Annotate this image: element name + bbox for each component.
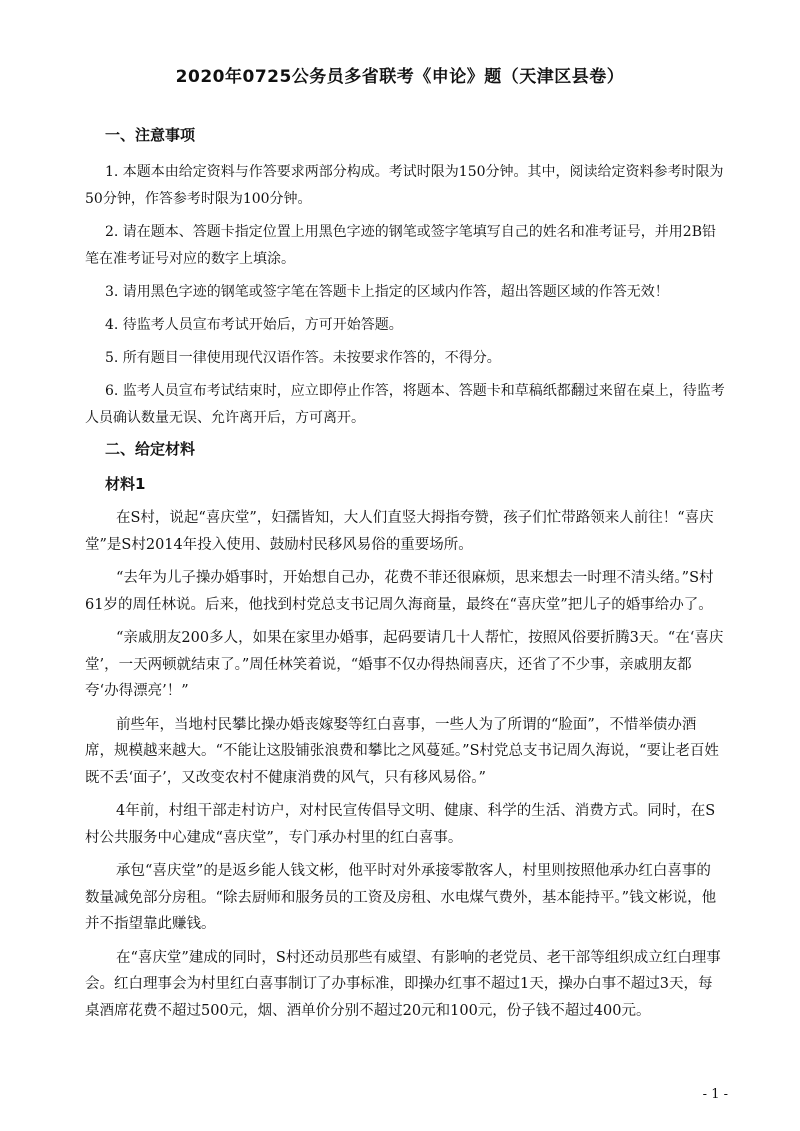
section-heading-notice: 一、注意事项 (105, 126, 196, 144)
material-label: 材料1 (105, 475, 146, 493)
notice-item: 4. 待监考人员宣布考试开始后，方可开始答题。 (105, 317, 403, 333)
material-paragraph: 在S村，说起“喜庆堂”，妇孺皆知，大人们直竖大拇指夸赞，孩子们忙带路领来人前往！“喜庆堂”是S村2014年投入使用、鼓励村民移风易俗的重要场所。 (85, 510, 714, 553)
material-paragraph: 承包“喜庆堂”的是返乡能人钱文彬，他平时对外承接零散客人，村里则按照他承办红白喜事的数量减免部分房租。“除去厨师和服务员的工资及房租、水电煤气费外，基本能持平。”钱文彬说，他并不指望靠此赚钱。 (85, 863, 717, 932)
notice-item: 1. 本题本由给定资料与作答要求两部分构成。考试时限为150分钟。其中，阅读给定资料参考时限为50分钟，作答参考时限为100分钟。 (85, 164, 724, 207)
section-heading-materials: 二、给定材料 (105, 440, 196, 458)
material-paragraph: 前些年，当地村民攀比操办婚丧嫁娶等红白喜事，一些人为了所谓的“脸面”，不惜举债办酒席，规模越来越大。“不能让这股铺张浪费和攀比之风蔓延。”S村党总支书记周久海说，“要让老百姓既不丢‘面子’，又改变农村不健康消费的风气，只有移风易俗。” (85, 716, 719, 786)
notice-item: 3. 请用黑色字迹的钢笔或签字笔在答题卡上指定的区域内作答，超出答题区域的作答无效！ (105, 284, 669, 300)
material-paragraph: “去年为儿子操办婚事时，开始想自己办，花费不菲还很麻烦，思来想去一时理不清头绪。”S村61岁的周任林说。后来，他找到村党总支书记周久海商量，最终在“喜庆堂”把儿子的婚事给办了。 (85, 570, 714, 613)
document-body (85, 124, 725, 1031)
material-paragraph: “亲戚朋友200多人，如果在家里办婚事，起码要请几十人帮忙，按照风俗要折腾3天。“在‘喜庆堂’，一天两顿就结束了。”周任林笑着说，“婚事不仅办得热闹喜庆，还省了不少事，亲戚朋友都夸‘办得漂亮’！” (85, 630, 724, 699)
document-title: 2020年0725公务员多省联考《申论》题（天津区县卷） (175, 67, 625, 87)
material-paragraph: 4年前，村组干部走村访户，对村民宣传倡导文明、健康、科学的生活、消费方式。同时，在S村公共服务中心建成“喜庆堂”，专门承办村里的红白喜事。 (85, 803, 716, 846)
page-number: - 1 - (702, 1087, 728, 1102)
notice-item: 2. 请在题本、答题卡指定位置上用黑色字迹的钢笔或签字笔填写自己的姓名和准考证号，并用2B铅笔在准考证号对应的数字上填涂。 (85, 224, 717, 267)
notice-item: 5. 所有题目一律使用现代汉语作答。未按要求作答的，不得分。 (105, 350, 501, 366)
notice-item: 6. 监考人员宣布考试结束时，应立即停止作答，将题本、答题卡和草稿纸都翻过来留在桌上，待监考人员确认数量无误、允许离开后，方可离开。 (85, 383, 725, 426)
material-paragraph: 在“喜庆堂”建成的同时，S村还动员那些有威望、有影响的老党员、老干部等组织成立红白理事会。红白理事会为村里红白喜事制订了办事标准，即操办红事不超过1天，操办白事不超过3天，每桌酒席花费不超过500元，烟、酒单价分别不超过20元和100元，份子钱不超过400元。 (85, 949, 721, 1019)
